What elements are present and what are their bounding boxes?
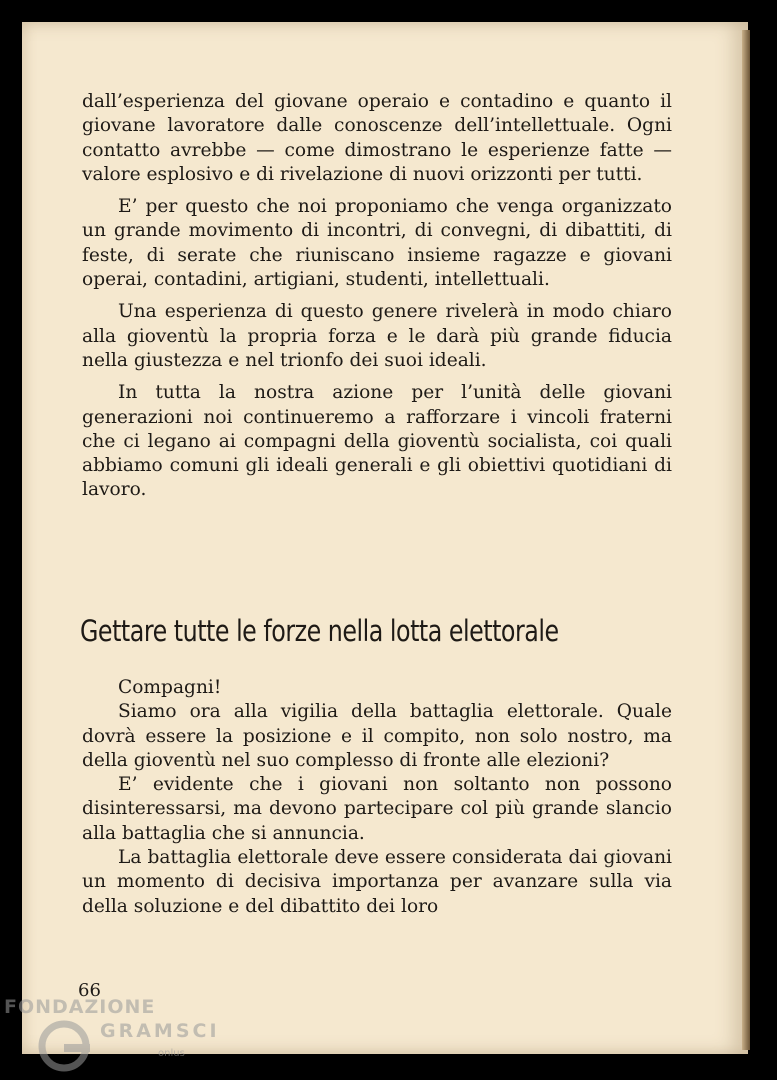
watermark-text: GRAMSCI <box>100 1020 220 1042</box>
paragraph: E’ evidente che i giovani non soltanto non possono disinteressarsi, ma devono partecipare col più grande slancio alla battaglia che si annuncia. <box>82 774 672 844</box>
watermark-logo-icon <box>34 1016 94 1076</box>
paragraph: In tutta la nostra azione per l’unità delle giovani generazioni noi continueremo a rafforzare i vincoli fraterni che ci legano ai compagni della gioventù socialista, coi quali abbiamo comuni gli ideali generali e gli obiettivi quotidiani di lavoro. <box>82 382 672 501</box>
watermark-text: onlus <box>158 1048 185 1059</box>
salutation: Compagni! <box>118 677 222 698</box>
page-edge <box>742 30 750 1050</box>
watermark <box>4 996 220 1076</box>
body-text-top <box>82 90 672 511</box>
paragraph: Siamo ora alla vigilia della battaglia elettorale. Quale dovrà essere la posizione e il compito, non solo nostro, ma della gioventù nel suo complesso di fronte alle elezioni? <box>82 701 672 771</box>
watermark-text: FONDAZIONE <box>4 996 156 1018</box>
paragraph: La battaglia elettorale deve essere considerata dai giovani un momento di decisiva importanza per avanzare sulla via della soluzione e del dibattito dei loro <box>82 847 672 917</box>
paragraph: dall’esperienza del giovane operaio e contadino e quanto il giovane lavoratore dalle conoscenze dell’intellettuale. Ogni contatto avrebbe — come dimostrano le esperienze fatte — valore esplosivo e di rivelazione di nuovi orizzonti per tutti. <box>82 91 672 185</box>
paragraph: E’ per questo che noi proponiamo che venga organizzato un grande movimento di incontri, di convegni, di dibattiti, di feste, di serate che riuniscano insieme ragazze e giovani operai, contadini, artigiani, studenti, intellettuali. <box>82 196 672 291</box>
body-text-bottom <box>82 676 672 919</box>
section-heading: Gettare tutte le forze nella lotta elettorale <box>80 614 559 648</box>
page-number: 66 <box>78 980 101 1001</box>
paragraph: Una esperienza di questo genere rivelerà in modo chiaro alla gioventù la propria forza e le darà più grande fiducia nella giustezza e nel trionfo dei suoi ideali. <box>82 301 672 371</box>
